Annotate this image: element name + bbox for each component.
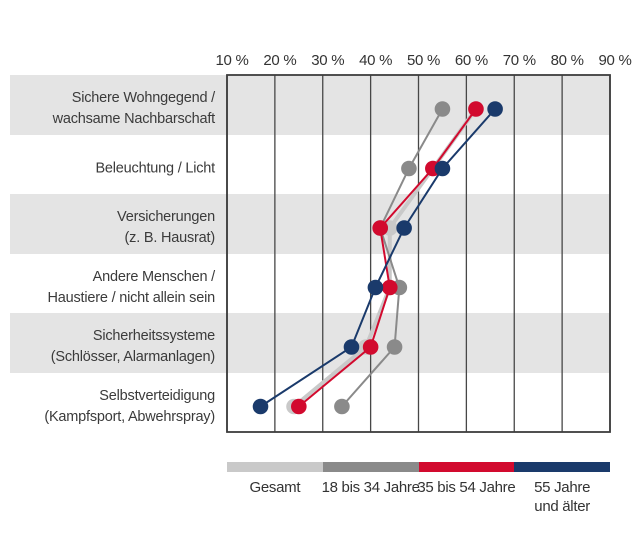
data-point — [396, 220, 412, 236]
legend-label-line: 55 Jahre — [534, 479, 591, 496]
x-tick-label: 90 % — [598, 52, 632, 69]
data-point — [334, 399, 350, 415]
x-tick-label: 20 % — [263, 52, 297, 69]
category-label-line: wachsame Nachbarschaft — [52, 111, 215, 127]
legend-bar — [227, 462, 610, 472]
data-point — [344, 339, 360, 355]
series-line — [261, 109, 496, 407]
legend-swatch — [227, 462, 323, 472]
data-point — [382, 280, 398, 296]
data-point — [368, 280, 384, 296]
x-tick-label: 10 % — [215, 52, 249, 69]
series-line — [299, 109, 476, 407]
legend-label — [322, 478, 420, 497]
category-label-line: Selbstverteidigung — [99, 387, 215, 404]
x-tick-label: 50 % — [407, 52, 440, 69]
legend-swatch — [419, 462, 515, 472]
data-point — [435, 101, 451, 117]
data-point — [363, 339, 379, 355]
data-point — [401, 161, 417, 177]
category-label-line: Beleuchtung / Licht — [95, 160, 215, 176]
category-label-line: Andere Menschen / — [92, 268, 215, 285]
category-label-line: (Kampfsport, Abwehrspray) — [44, 408, 215, 425]
data-point — [468, 101, 484, 117]
category-label-line: Sichere Wohngegend / — [71, 90, 215, 106]
category-label-line: Versicherungen — [117, 209, 215, 225]
legend-label-line: Gesamt — [249, 479, 301, 496]
category-label-line: Haustiere / nicht allein sein — [47, 289, 215, 306]
x-tick-label: 80 % — [550, 52, 584, 69]
legend-label — [250, 478, 301, 497]
x-tick-label: 30 % — [311, 52, 345, 69]
data-point — [387, 339, 403, 355]
category-label-line: (Schlösser, Alarmanlagen) — [50, 349, 215, 365]
x-tick-label: 40 % — [359, 52, 393, 69]
data-point — [487, 101, 503, 117]
legend-label-line: 35 bis 54 Jahre — [417, 479, 516, 496]
legend-label — [534, 478, 590, 516]
data-point — [435, 161, 451, 177]
data-point — [291, 399, 307, 415]
legend-swatch — [323, 462, 419, 472]
data-point — [253, 399, 269, 415]
legend-swatch — [514, 462, 610, 472]
data-point — [372, 220, 388, 236]
legend-label-line: 18 bis 34 Jahre — [321, 479, 420, 496]
series-line — [342, 109, 443, 407]
legend-label — [417, 478, 515, 497]
category-label-line: (z. B. Hausrat) — [124, 230, 215, 246]
x-tick-label: 70 % — [502, 52, 536, 69]
legend-label-line: und älter — [534, 498, 590, 515]
category-label-line: Sicherheitssysteme — [92, 328, 215, 344]
x-tick-label: 60 % — [454, 52, 488, 69]
